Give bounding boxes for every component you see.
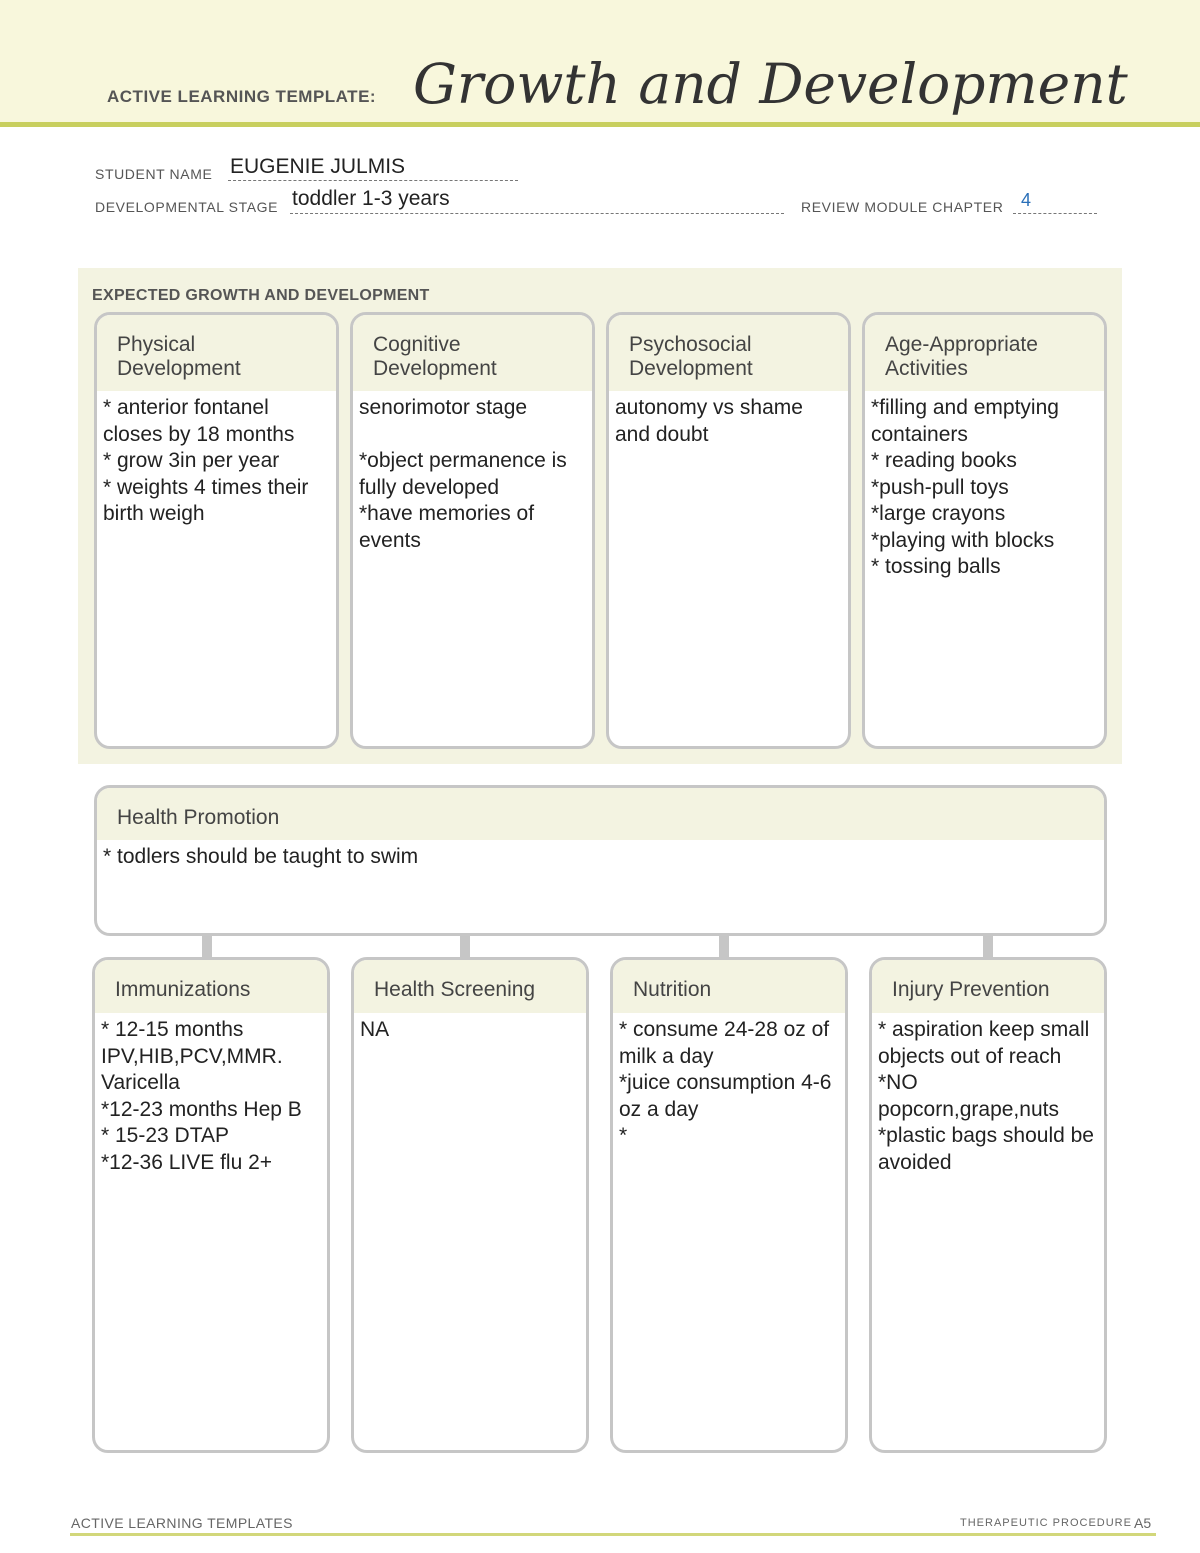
psychosocial-development-card xyxy=(606,312,851,749)
age-appropriate-activities-text[interactable]: *filling and emptying containers * reading books *push-pull toys *large crayons *playing with blocks * tossing balls xyxy=(871,396,1059,578)
developmental-stage-line xyxy=(290,213,784,214)
health-promotion-card xyxy=(94,785,1107,936)
connector xyxy=(460,934,470,958)
physical-development-title: Physical Development xyxy=(97,315,336,391)
injury-prevention-card xyxy=(869,957,1107,1453)
student-name-value[interactable]: EUGENIE JULMIS xyxy=(230,155,406,178)
cognitive-development-text[interactable]: senorimotor stage *object permanence is fully developed *have memories of events xyxy=(359,396,567,552)
page-title: Growth and Development xyxy=(413,52,1128,116)
connector xyxy=(719,934,729,958)
psychosocial-development-text[interactable]: autonomy vs shame and doubt xyxy=(615,396,809,446)
physical-development-card xyxy=(94,312,339,749)
health-promotion-title: Health Promotion xyxy=(97,788,1104,840)
footer-right-label: THERAPEUTIC PROCEDURE xyxy=(960,1517,1132,1529)
student-name-label: STUDENT NAME xyxy=(95,166,213,182)
footer-left-label: ACTIVE LEARNING TEMPLATES xyxy=(71,1515,293,1531)
review-module-chapter-line xyxy=(1013,213,1097,214)
physical-development-text[interactable]: * anterior fontanel closes by 18 months * grow 3in per year * weights 4 times their birth weigh xyxy=(103,396,309,525)
cognitive-development-title: Cognitive Development xyxy=(353,315,592,391)
health-screening-title: Health Screening xyxy=(354,960,586,1013)
developmental-stage-value[interactable]: toddler 1-3 years xyxy=(292,187,450,210)
expected-growth-heading: EXPECTED GROWTH AND DEVELOPMENT xyxy=(92,287,430,304)
age-appropriate-activities-title: Age-Appropriate Activities xyxy=(865,315,1104,391)
health-promotion-text[interactable]: * todlers should be taught to swim xyxy=(103,845,419,868)
nutrition-title: Nutrition xyxy=(613,960,845,1013)
student-name-line xyxy=(228,180,518,181)
immunizations-title: Immunizations xyxy=(95,960,327,1013)
injury-prevention-title: Injury Prevention xyxy=(872,960,1104,1013)
review-module-chapter-label: REVIEW MODULE CHAPTER xyxy=(801,199,1004,215)
template-label: ACTIVE LEARNING TEMPLATE: xyxy=(107,87,377,106)
age-appropriate-activities-card xyxy=(862,312,1107,749)
health-screening-text[interactable]: NA xyxy=(360,1018,390,1041)
injury-prevention-text[interactable]: * aspiration keep small objects out of reach *NO popcorn,grape,nuts *plastic bags should be avoided xyxy=(878,1018,1094,1174)
psychosocial-development-title: Psychosocial Development xyxy=(609,315,848,391)
connector xyxy=(202,934,212,958)
nutrition-card xyxy=(610,957,848,1453)
immunizations-card xyxy=(92,957,330,1453)
header-rule xyxy=(0,122,1200,127)
footer-rule xyxy=(70,1533,1156,1536)
cognitive-development-card xyxy=(350,312,595,749)
nutrition-text[interactable]: * consume 24-28 oz of milk a day *juice consumption 4-6 oz a day * xyxy=(619,1018,832,1147)
connector xyxy=(983,934,993,958)
health-screening-card xyxy=(351,957,589,1453)
review-module-chapter-value[interactable]: 4 xyxy=(1021,190,1032,210)
developmental-stage-label: DEVELOPMENTAL STAGE xyxy=(95,199,279,215)
page-number: A5 xyxy=(1134,1515,1152,1531)
immunizations-text[interactable]: * 12-15 months IPV,HIB,PCV,MMR. Varicella *12-23 months Hep B * 15-23 DTAP *12-36 LIVE flu 2+ xyxy=(101,1018,302,1174)
